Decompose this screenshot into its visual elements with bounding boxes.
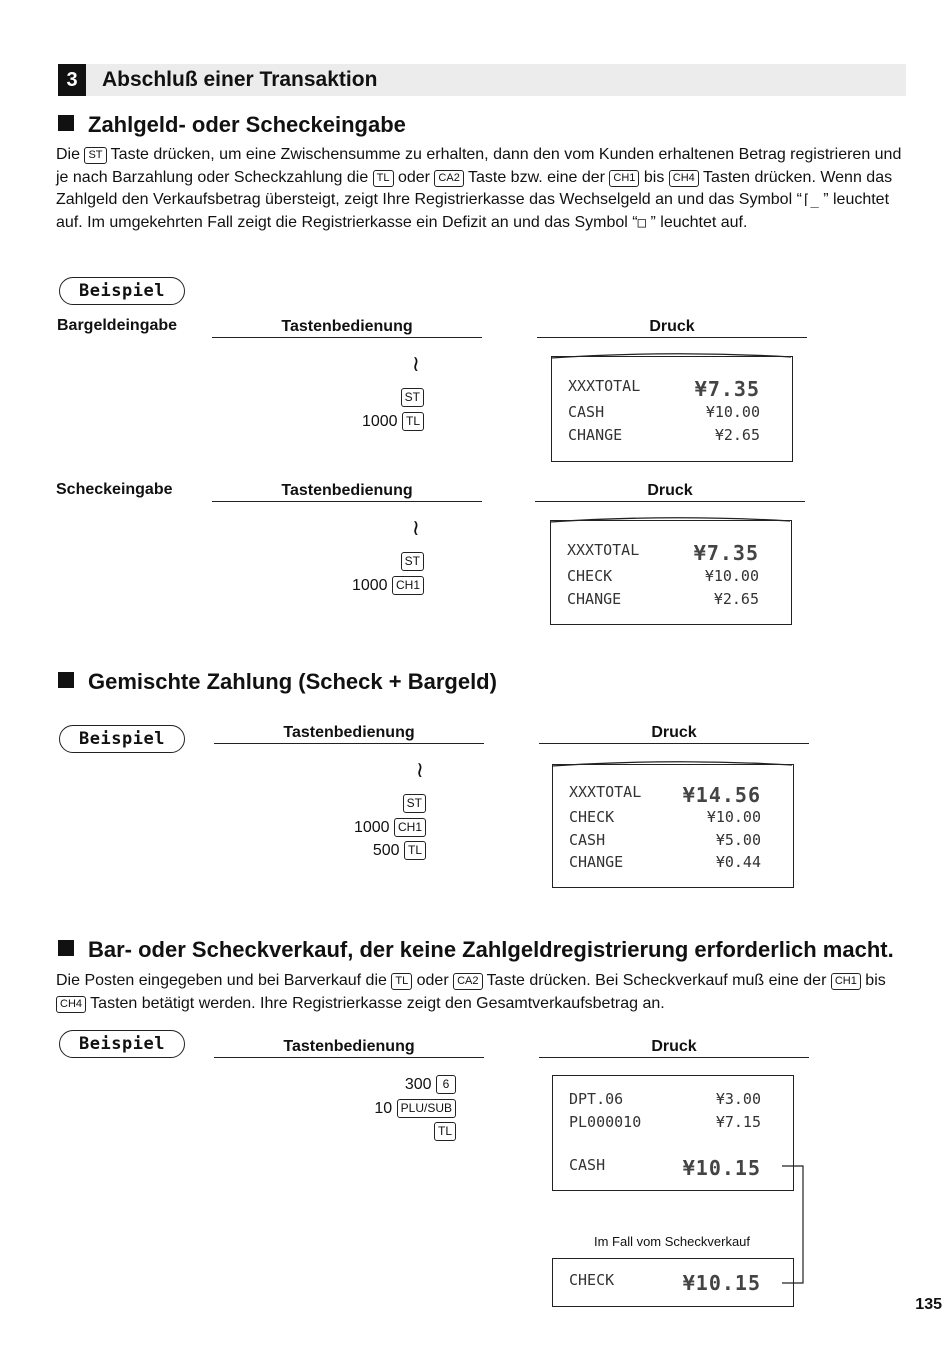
- key-entry: 1000 CH1: [300, 817, 426, 839]
- key-tl-icon: TL: [434, 1122, 456, 1141]
- key-ca2-icon: CA2: [434, 170, 463, 187]
- receipt-row: XXXTOTAL ¥14.56: [569, 783, 761, 807]
- key-st-icon: ST: [401, 388, 424, 407]
- receipt-direct-sale: [552, 1075, 794, 1191]
- continuation-icon: ≀: [411, 352, 420, 377]
- key-ch1-icon: CH1: [609, 170, 639, 187]
- receipt-check-sale: [552, 1258, 794, 1307]
- receipt-row: DPT.06 ¥3.00: [569, 1090, 761, 1108]
- receipt-tear-edge: [551, 349, 791, 359]
- col-print-header: Druck: [539, 724, 809, 744]
- col-print-header: Druck: [537, 318, 807, 338]
- col-keys-header: Tastenbedienung: [212, 318, 482, 338]
- key-entry: 1000 TL: [300, 411, 424, 433]
- key-plu-sub-icon: PLU/SUB: [397, 1099, 456, 1118]
- receipt-row: PL000010 ¥7.15: [569, 1113, 761, 1131]
- key-dept-6-icon: 6: [436, 1075, 456, 1094]
- key-ca2-icon: CA2: [453, 973, 482, 990]
- bullet-square-icon: [58, 940, 74, 956]
- receipt-row: CASH ¥10.00: [568, 403, 760, 421]
- key-st-icon: ST: [401, 552, 424, 571]
- beispiel-badge: Beispiel: [59, 277, 185, 305]
- receipt-row: XXXTOTAL ¥7.35: [568, 377, 760, 401]
- beispiel-badge: Beispiel: [59, 1030, 185, 1058]
- receipt-tear-edge: [552, 757, 792, 767]
- col-keys-header: Tastenbedienung: [214, 724, 484, 744]
- key-entry: [300, 551, 424, 573]
- example2-label: Scheckeingabe: [56, 481, 173, 498]
- check-sale-note: Im Fall vom Scheckverkauf: [593, 1234, 751, 1249]
- key-st-icon: ST: [403, 794, 426, 813]
- page-number: 135: [915, 1296, 942, 1313]
- key-ch1-icon: CH1: [831, 973, 861, 990]
- key-tl-icon: TL: [373, 170, 394, 187]
- heading-zahlgeld: Zahlgeld- oder Scheckeingabe: [58, 112, 406, 138]
- receipt-check: [550, 520, 792, 625]
- receipt-tear-edge: [550, 513, 790, 523]
- receipt-row: CASH ¥10.15: [569, 1156, 761, 1180]
- bullet-square-icon: [58, 672, 74, 688]
- receipt-row: XXXTOTAL ¥7.35: [567, 541, 759, 565]
- receipt-row: CHANGE ¥2.65: [567, 590, 759, 608]
- paragraph-bar-scheckverkauf: Die Posten eingegeben und bei Barverkauf die TL oder CA2 Taste drücken. Bei Scheckverkauf muß eine der CH1 bis CH4 Tasten betätigt werden. Ihre Registrierkasse zeigt den Gesamtverkaufsbetrag an.: [56, 972, 886, 1012]
- change-symbol-icon: ⌈_: [801, 192, 819, 209]
- example1-label: Bargeldeingabe: [57, 317, 178, 334]
- key-tl-icon: TL: [391, 973, 412, 990]
- receipt-row: CHANGE ¥0.44: [569, 853, 761, 871]
- key-ch4-icon: CH4: [669, 170, 699, 187]
- key-tl-icon: TL: [404, 841, 426, 860]
- col-keys-header: Tastenbedienung: [212, 482, 482, 502]
- receipt-cash: [551, 356, 793, 462]
- receipt-row: CHANGE ¥2.65: [568, 426, 760, 444]
- key-entry: [300, 387, 424, 409]
- section-number: 3: [58, 64, 86, 96]
- connector-bracket: [780, 1160, 810, 1290]
- beispiel-badge: Beispiel: [59, 725, 185, 753]
- key-st-icon: ST: [84, 147, 106, 164]
- key-entry: 300 6: [300, 1074, 456, 1096]
- col-print-header: Druck: [535, 482, 805, 502]
- key-ch1-icon: CH1: [394, 818, 426, 837]
- continuation-icon: ≀: [411, 516, 420, 541]
- deficit-symbol-icon: □: [637, 214, 647, 231]
- key-ch4-icon: CH4: [56, 996, 86, 1013]
- intro-paragraph: Die ST Taste drücken, um eine Zwischensumme zu erhalten, dann den vom Kunden erhaltenen Betrag registrieren und je nach Barzahlung oder Scheckzahlung die TL oder CA2 Taste bzw. eine der CH1 bis CH4 Tasten drücken. Wenn das Zahlgeld den Verkaufsbetrag übersteigt, zeigt Ihre Registrierkasse das Wechselgeld an und das Symbol “⌈_ ” leuchtet auf. Im umgekehrten Fall zeigt die Registrierkasse ein Defizit an und das Symbol “□ ” leuchtet auf.: [56, 146, 902, 231]
- section-title: Abschluß einer Transaktion: [102, 68, 378, 91]
- heading-bar-scheckverkauf: Bar- oder Scheckverkauf, der keine Zahlgeldregistrierung erforderlich macht.: [58, 937, 894, 963]
- receipt-row: CHECK ¥10.00: [567, 567, 759, 585]
- col-keys-header: Tastenbedienung: [214, 1038, 484, 1058]
- col-print-header: Druck: [539, 1038, 809, 1058]
- key-ch1-icon: CH1: [392, 576, 424, 595]
- continuation-icon: ≀: [415, 758, 424, 783]
- key-entry: [300, 793, 426, 815]
- receipt-row: CHECK ¥10.00: [569, 808, 761, 826]
- receipt-row: CASH ¥5.00: [569, 831, 761, 849]
- key-entry: [300, 1121, 456, 1143]
- bullet-square-icon: [58, 115, 74, 131]
- receipt-mixed: [552, 764, 794, 888]
- key-entry: 1000 CH1: [300, 575, 424, 597]
- key-entry: 10 PLU/SUB: [300, 1098, 456, 1120]
- key-entry: 500 TL: [300, 840, 426, 862]
- receipt-row: CHECK ¥10.15: [569, 1271, 761, 1295]
- key-tl-icon: TL: [402, 412, 424, 431]
- heading-gemischte-zahlung: Gemischte Zahlung (Scheck + Bargeld): [58, 669, 497, 695]
